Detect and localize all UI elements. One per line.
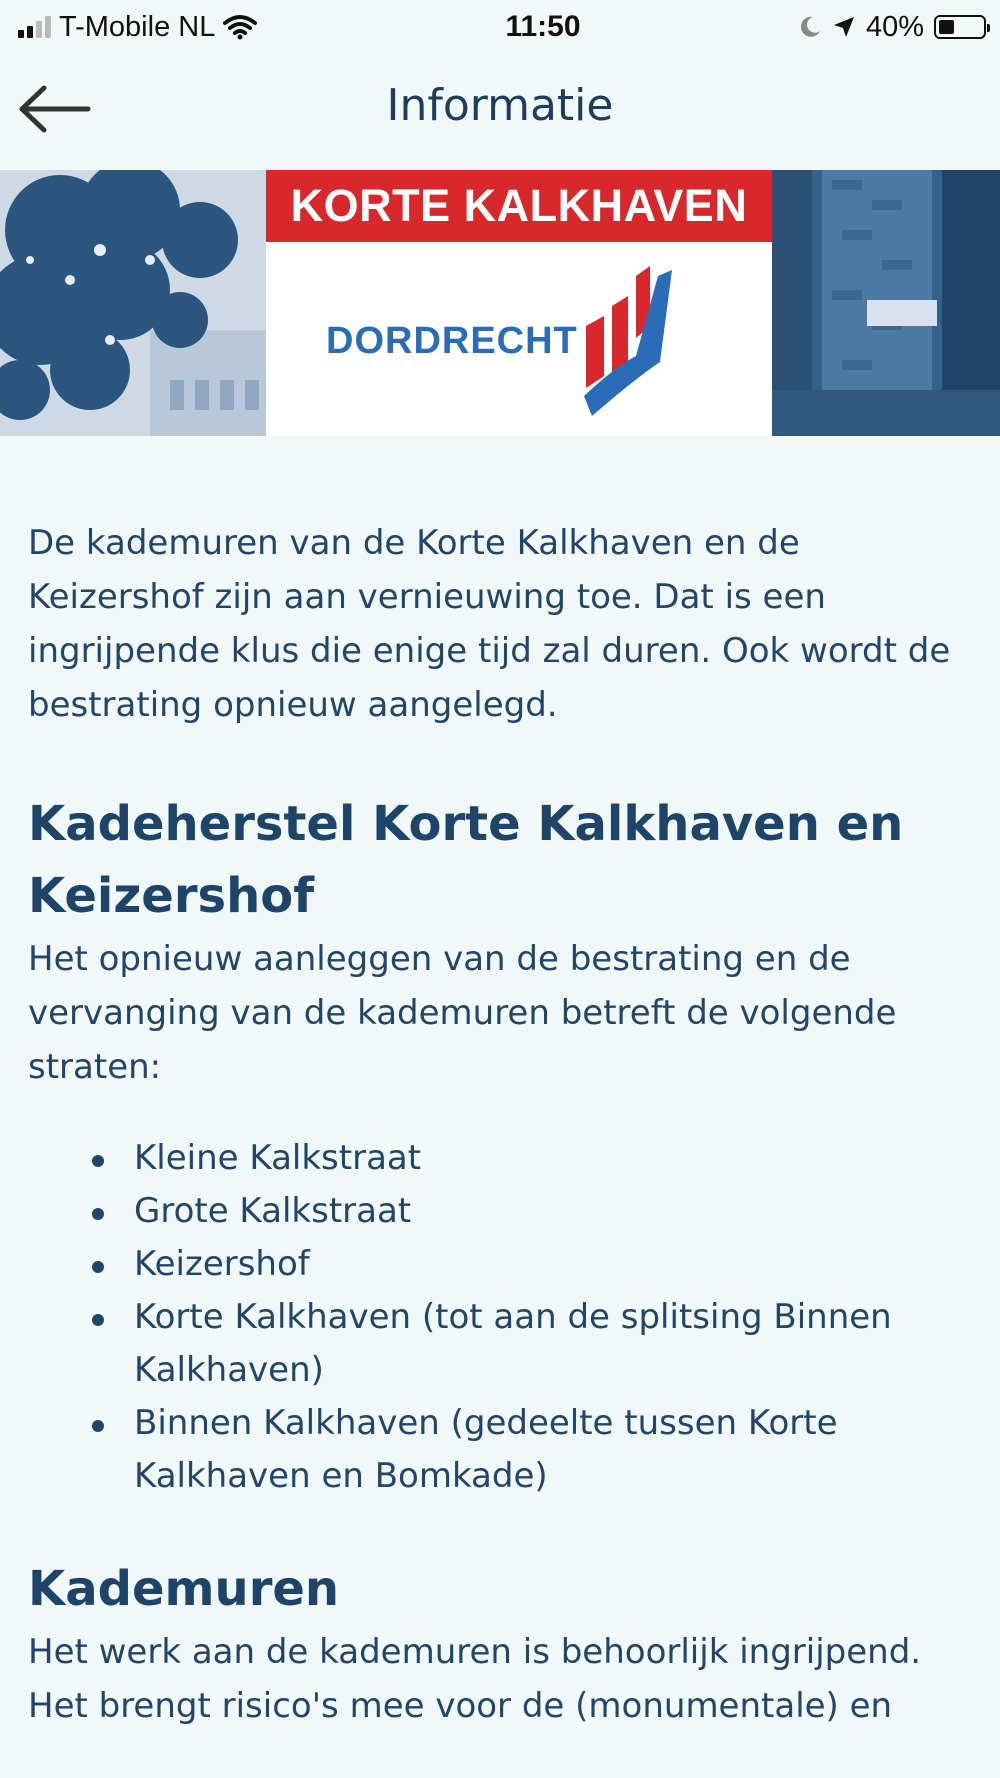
list-item: Kleine Kalkstraat bbox=[28, 1132, 978, 1185]
header-banner bbox=[0, 170, 1000, 436]
section-heading-kadeherstel: Kadeherstel Korte Kalkhaven en Keizershof bbox=[28, 796, 904, 924]
page-title: Informatie bbox=[386, 80, 614, 131]
list-item: Keizershof bbox=[28, 1238, 978, 1291]
info-content bbox=[28, 436, 978, 1733]
battery-icon bbox=[934, 15, 986, 39]
building-photo bbox=[772, 170, 1000, 436]
location-arrow-icon bbox=[832, 15, 856, 39]
logo-text: DORDRECHT bbox=[326, 320, 578, 362]
battery-percent: 40% bbox=[865, 10, 924, 43]
list-item: Korte Kalkhaven (tot aan de splitsing Binnen Kalkhaven) bbox=[28, 1291, 978, 1397]
street-list bbox=[28, 1132, 978, 1503]
status-time: 11:50 bbox=[505, 10, 581, 43]
dordrecht-logo-icon bbox=[566, 266, 676, 422]
tree-photo bbox=[0, 170, 266, 436]
banner-title: KORTE KALKHAVEN bbox=[266, 170, 772, 242]
moon-icon bbox=[798, 15, 822, 39]
status-bar bbox=[0, 0, 1000, 54]
list-item: Grote Kalkstraat bbox=[28, 1185, 978, 1238]
nav-bar bbox=[0, 54, 1000, 170]
section-heading-kademuren: Kademuren bbox=[28, 1561, 340, 1617]
banner-logo-panel bbox=[266, 170, 772, 436]
intro-text: De kademuren van de Korte Kalkhaven en de Keizershof zijn aan vernieuwing toe. Dat is een ingrijpende klus die enige tijd zal duren. Ook wordt de bestrating opnieuw aangelegd. bbox=[28, 523, 951, 725]
list-item: Binnen Kalkhaven (gedeelte tussen Korte Kalkhaven en Bomkade) bbox=[28, 1397, 978, 1503]
section-text-kademuren: Het werk aan de kademuren is behoorlijk ingrijpend. Het brengt risico's mee voor de (monumentale) en bbox=[28, 1632, 922, 1726]
section-text-kadeherstel: Het opnieuw aanleggen van de bestrating en de vervanging van de kademuren betreft de volgende straten: bbox=[28, 939, 897, 1087]
signal-icon bbox=[18, 16, 51, 38]
wifi-icon bbox=[223, 14, 257, 40]
carrier-label: T-Mobile NL bbox=[59, 10, 216, 43]
